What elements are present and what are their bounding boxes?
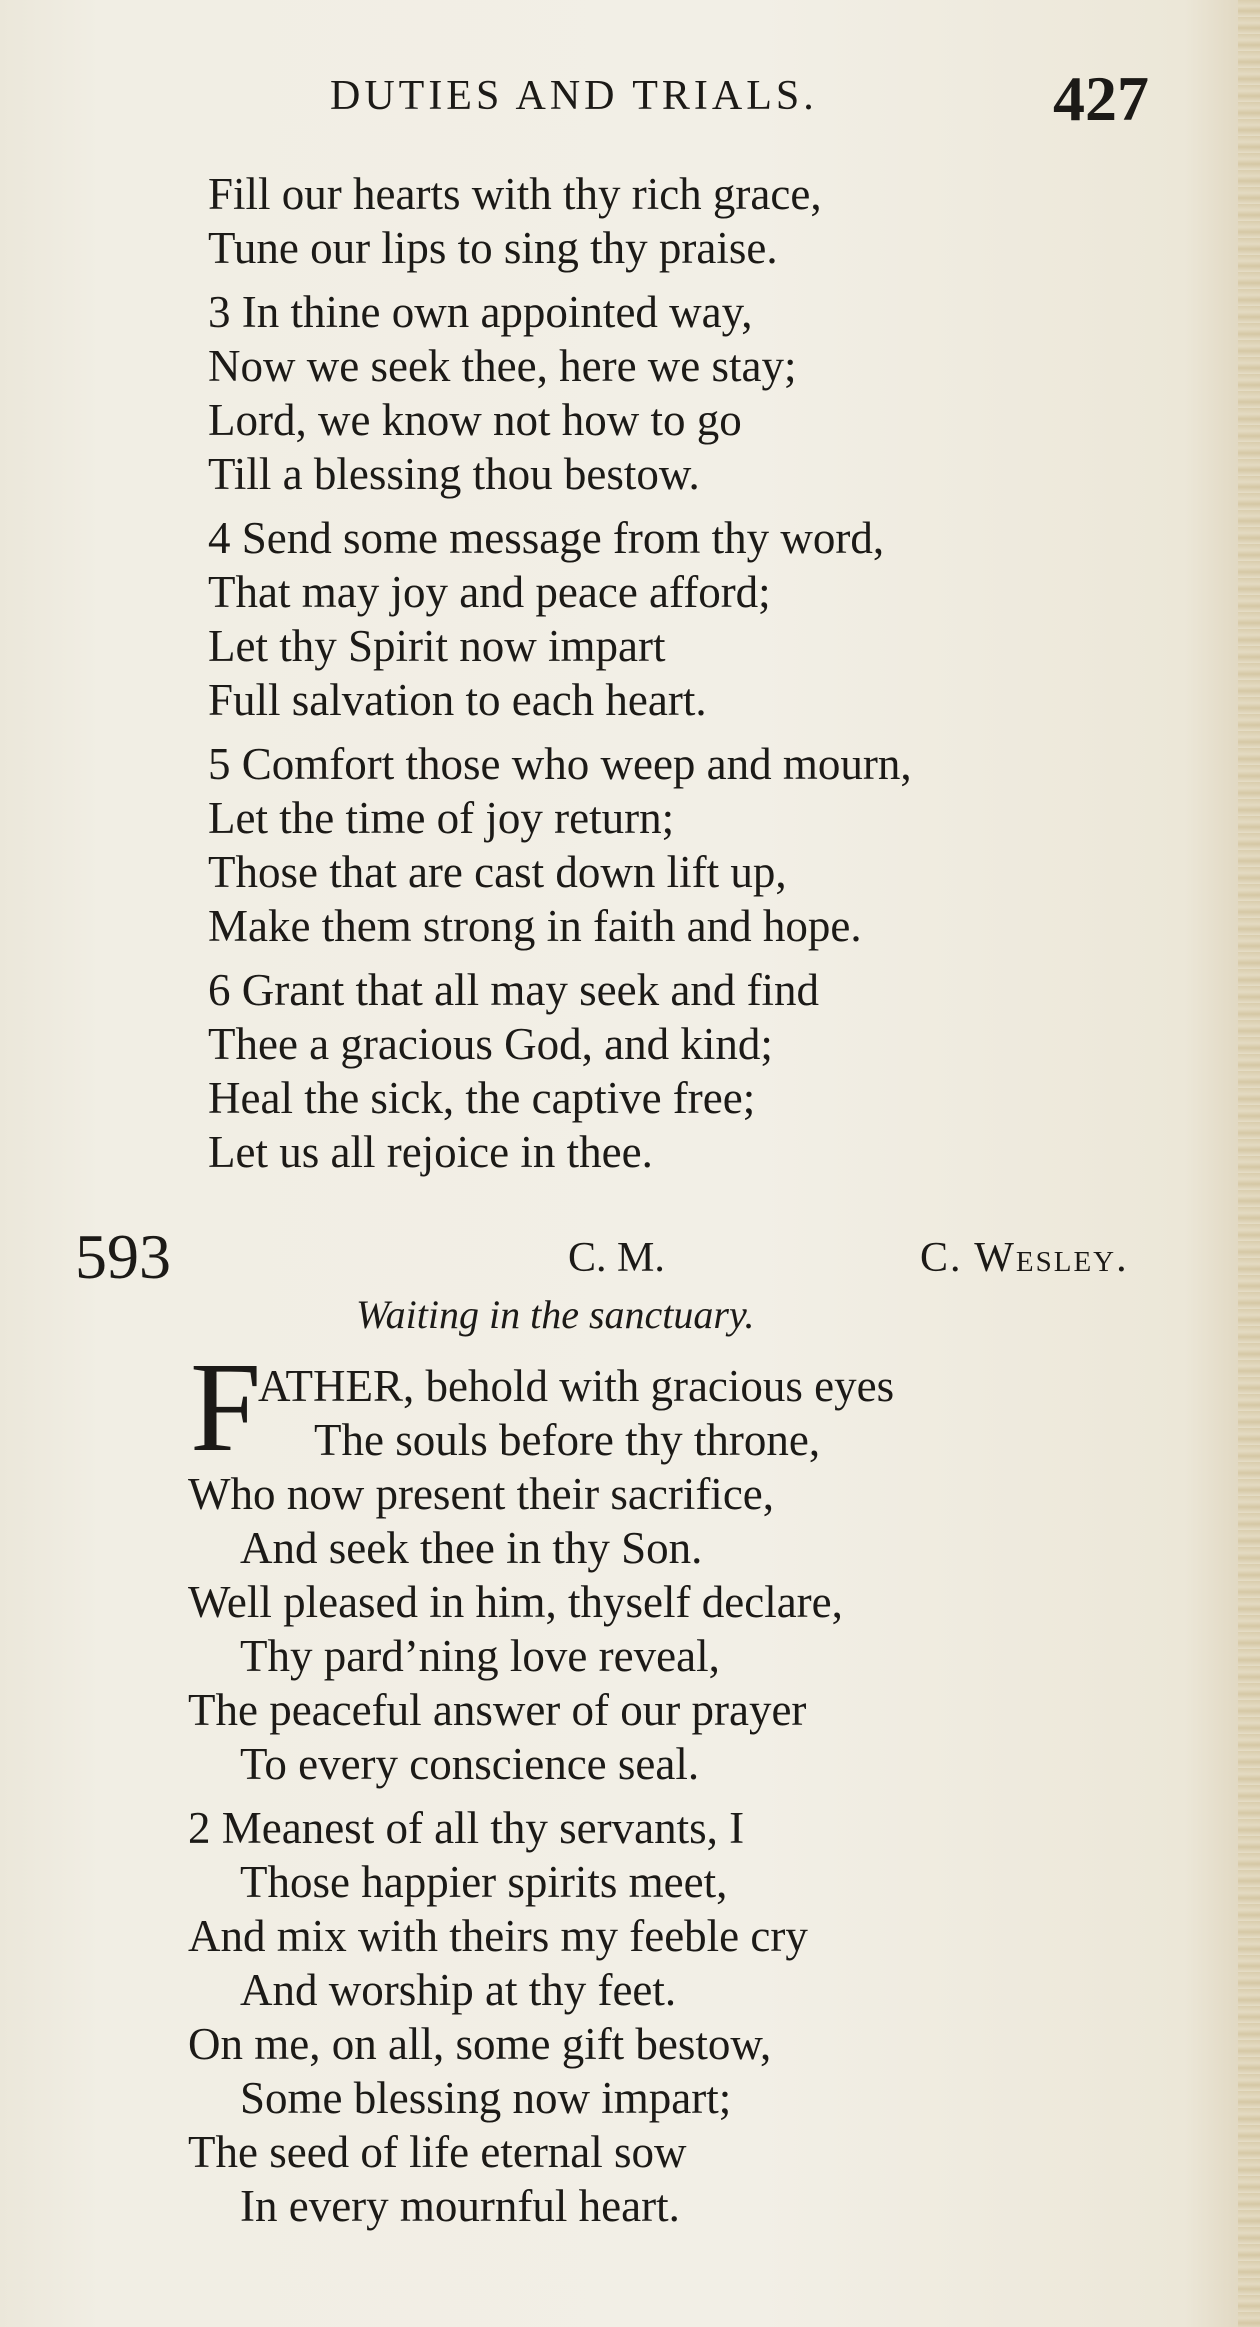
verse-line: Who now present their sacrifice,	[188, 1469, 775, 1519]
verse-line: The peaceful answer of our prayer	[188, 1685, 807, 1735]
verse-line: 6 Grant that all may seek and find	[208, 965, 820, 1015]
verse-line: Those that are cast down lift up,	[208, 847, 787, 897]
page-number: 427	[1053, 63, 1149, 134]
verse-line: Some blessing now impart;	[240, 2073, 732, 2123]
verse-line: Fill our hearts with thy rich grace,	[208, 169, 822, 219]
verse-line: Tune our lips to sing thy praise.	[208, 223, 778, 273]
verse-line: 5 Comfort those who weep and mourn,	[208, 739, 912, 789]
hymn-number: 593	[75, 1221, 171, 1292]
verse-line: Full salvation to each heart.	[208, 675, 707, 725]
verse-line: And seek thee in thy Son.	[240, 1523, 703, 1573]
page-header	[0, 62, 1260, 132]
verse-line: 2 Meanest of all thy servants, I	[188, 1803, 745, 1853]
verse-line: Let thy Spirit now impart	[208, 621, 666, 671]
verse-line: 4 Send some message from thy word,	[208, 513, 885, 563]
verse-line: Thy pard’ning love reveal,	[240, 1631, 720, 1681]
verse-line: Thee a gracious God, and kind;	[208, 1019, 773, 1069]
drop-cap: F	[190, 1336, 262, 1478]
hymn-author: C. Wesley.	[920, 1235, 1129, 1281]
verse-line: 3 In thine own appointed way,	[208, 287, 753, 337]
verse-line: In every mournful heart.	[240, 2181, 680, 2231]
verse-line-first: ATHER, behold with gracious eyes	[258, 1361, 895, 1411]
verse-line: Lord, we know not how to go	[208, 395, 742, 445]
verse-line: Till a blessing thou bestow.	[208, 449, 700, 499]
verse-line: The souls before thy throne,	[314, 1415, 821, 1465]
verse-line: And worship at thy feet.	[240, 1965, 677, 2015]
page-edge	[1238, 0, 1260, 2327]
hymn-subtitle: Waiting in the sanctuary.	[356, 1292, 755, 1337]
verse-line: Those happier spirits meet,	[240, 1857, 728, 1907]
verse-line: Well pleased in him, thyself declare,	[188, 1577, 843, 1627]
verse-line: Let us all rejoice in thee.	[208, 1127, 653, 1177]
verse-line: Now we seek thee, here we stay;	[208, 341, 797, 391]
hymn-meter: C. M.	[568, 1235, 665, 1281]
verse-line: And mix with theirs my feeble cry	[188, 1911, 808, 1961]
verse-line: The seed of life eternal sow	[188, 2127, 687, 2177]
verse-line: Make them strong in faith and hope.	[208, 901, 862, 951]
verse-line: On me, on all, some gift bestow,	[188, 2019, 772, 2069]
verse-line: To every conscience seal.	[240, 1739, 700, 1789]
verse-line: Heal the sick, the captive free;	[208, 1073, 756, 1123]
running-head: DUTIES AND TRIALS.	[330, 73, 818, 119]
verse-line: That may joy and peace afford;	[208, 567, 771, 617]
verse-line: Let the time of joy return;	[208, 793, 675, 843]
